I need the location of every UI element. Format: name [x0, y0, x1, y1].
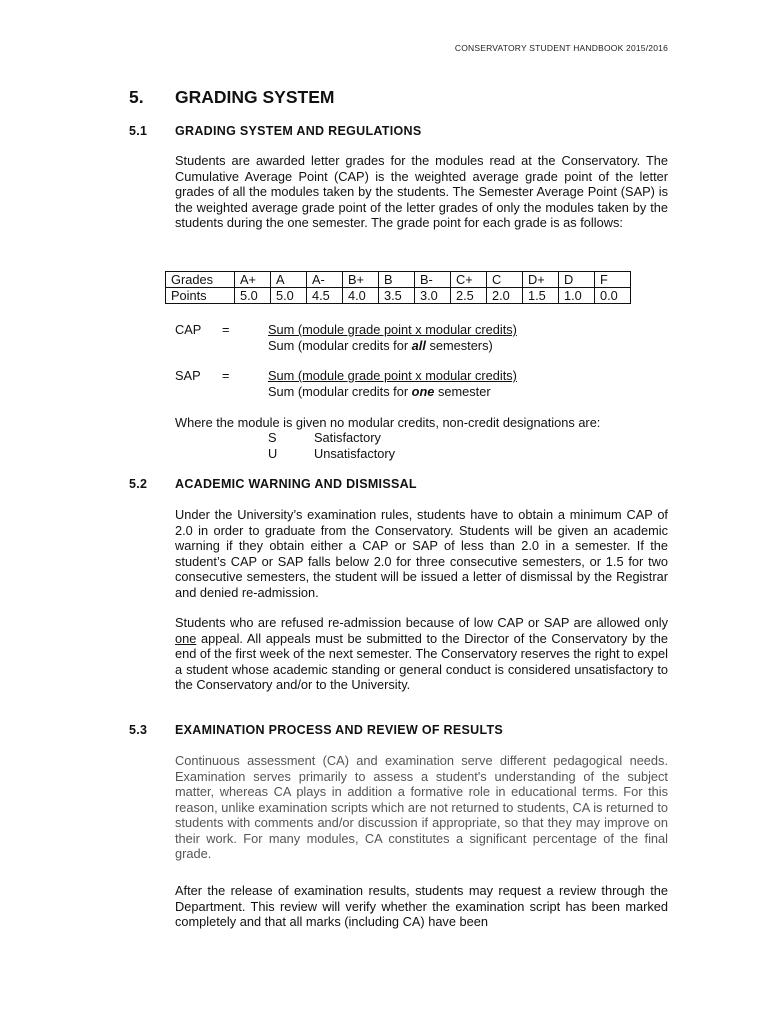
grade-cell: D [559, 272, 595, 288]
section-number: 5.3 [129, 723, 148, 737]
appeal-text: Students who are refused re-admission because of low CAP or SAP are allowed only [175, 615, 668, 630]
grade-cell: A [271, 272, 307, 288]
points-cell: 1.0 [559, 288, 595, 304]
chapter-heading [129, 87, 334, 108]
appeal-emphasis: one [175, 630, 197, 646]
sap-equals: = [222, 368, 230, 383]
section-title: ACADEMIC WARNING AND DISMISSAL [175, 477, 417, 491]
points-cell: 5.0 [271, 288, 307, 304]
academic-warning-paragraph: Under the University’s examination rules, students have to obtain a minimum CAP of 2.0 in order to graduate from the Conservatory. Students will be given an academic warning if they obtain either a CAP or SAP of less than 2.0 in a semester. If the student’s CAP or SAP falls below 2.0 for three consecutive semesters, or 1.5 for two consecutive semesters, the student will be issued a letter of dismissal by the Registrar and denied re-admission. [175, 507, 668, 600]
grade-cell: D+ [523, 272, 559, 288]
points-cell: 4.0 [343, 288, 379, 304]
cap-denominator-text: Sum (modular credits for [268, 338, 412, 353]
grade-points-table [165, 271, 631, 304]
points-cell: 4.5 [307, 288, 343, 304]
grade-cell: B+ [343, 272, 379, 288]
points-cell: 0.0 [595, 288, 631, 304]
cap-equals: = [222, 322, 230, 337]
noncredit-intro: Where the module is given no modular credits, non-credit designations are: [175, 415, 601, 430]
grade-cell: B- [415, 272, 451, 288]
grade-cell: A+ [235, 272, 271, 288]
grade-cell: B [379, 272, 415, 288]
points-cell: 3.5 [379, 288, 415, 304]
section-5-2-heading [129, 477, 417, 491]
chapter-title: GRADING SYSTEM [175, 87, 335, 107]
section-number: 5.2 [129, 477, 148, 491]
points-cell: 3.0 [415, 288, 451, 304]
sap-denominator-text: Sum (modular credits for [268, 384, 412, 399]
grade-cell: C [487, 272, 523, 288]
review-paragraph: After the release of examination results, students may request a review through the Department. This review will verify whether the examination script has been marked completely and that all marks (including CA) have been [175, 883, 668, 929]
sap-denominator-emphasis: one [411, 384, 435, 399]
chapter-number: 5. [129, 87, 144, 107]
cap-denominator-end: semesters) [425, 338, 493, 353]
cap-label: CAP [175, 322, 202, 337]
assessment-paragraph: Continuous assessment (CA) and examination serve different pedagogical needs. Examination serves primarily to assess a student's understanding of the subject matter, whereas CA plays in addition a formative role in educational terms. For this reason, unlike examination scripts which are not returned to students, CA is returned to students with comments and/or discussion if appropriate, so that they may improve on their work. For many modules, CA constitutes a significant percentage of the final grade. [175, 753, 668, 861]
points-row [166, 288, 631, 304]
points-cell: 2.5 [451, 288, 487, 304]
sap-label: SAP [175, 368, 201, 383]
appeal-text-end: appeal. All appeals must be submitted to the Director of the Conservatory by the end of the first week of the next semester. The Conservatory reserves the right to expel a student whose academic standing or general conduct is considered unsatisfactory to the Conservatory and/or to the University. [175, 630, 668, 692]
grades-row-label: Grades [166, 272, 235, 288]
designation-meaning: Unsatisfactory [314, 446, 396, 461]
cap-numerator: Sum (module grade point x modular credits) [268, 322, 517, 337]
designation-meaning: Satisfactory [314, 430, 381, 445]
appeal-paragraph [175, 615, 668, 693]
sap-denominator [268, 384, 491, 400]
section-title: EXAMINATION PROCESS AND REVIEW OF RESULTS [175, 723, 504, 737]
section-5-1-heading [129, 124, 422, 138]
points-cell: 1.5 [523, 288, 559, 304]
grade-cell: F [595, 272, 631, 288]
points-cell: 2.0 [487, 288, 523, 304]
cap-denominator [268, 338, 493, 354]
sap-denominator-end: semester [434, 384, 491, 399]
grades-row [166, 272, 631, 288]
designation-code: U [268, 446, 278, 461]
grade-cell: C+ [451, 272, 487, 288]
sap-numerator: Sum (module grade point x modular credits) [268, 368, 517, 383]
section-title: GRADING SYSTEM AND REGULATIONS [175, 124, 422, 138]
running-header: CONSERVATORY STUDENT HANDBOOK 2015/2016 [454, 43, 668, 53]
section-number: 5.1 [129, 124, 148, 138]
points-row-label: Points [166, 288, 235, 304]
designation-code: S [268, 430, 277, 445]
grade-cell: A- [307, 272, 343, 288]
cap-denominator-emphasis: all [411, 338, 426, 353]
section-5-3-heading [129, 723, 503, 737]
points-cell: 5.0 [235, 288, 271, 304]
grading-intro-paragraph: Students are awarded letter grades for the modules read at the Conservatory. The Cumulative Average Point (CAP) is the weighted average grade point of the letter grades of all the modules taken by the students. The Semester Average Point (SAP) is the weighted average grade point of the letter grades of only the modules taken by the students during the one semester. The grade point for each grade is as follows: [175, 153, 668, 230]
